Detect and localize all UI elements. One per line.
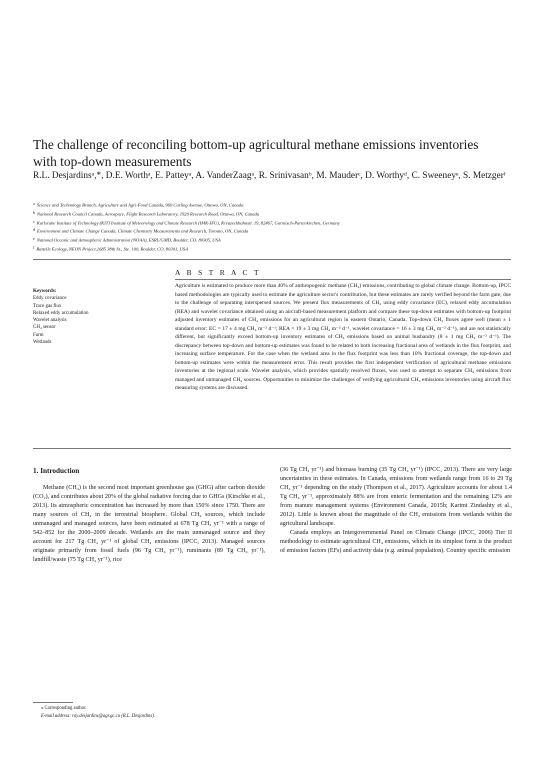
affiliation-text: National Oceanic and Atmospheric Administration (NOAA), ESRL/GMD, Boulder, CO, 80305, USA [36,237,221,243]
affiliation-item [33,244,513,253]
affiliation-letter: e [33,236,35,242]
body-paragraph: Canada employs an Intergovernmental Panel on Climate Change (IPCC, 2006) Tier II methodology to estimate agricultural CH₄ emissions, which in its simplest form is the product of emission factors (EFs) and activity data (e.g. animal population). Country specific emission [280,530,512,554]
author-list: R.L. Desjardinsᵃ,*, D.E. Worthᵃ, E. Patteyᵃ, A. VanderZaagᵃ, R. Srinivasanᵇ, M. Mauderᶜ, D. Worthyᵈ, C. Sweeneyᵉ, S. Metzgerᶠ [33,171,506,181]
affiliation-text: Karlsruhe Institute of Technology (KIT) Institute of Meteorology and Climate Research (IMK-IFU), Kreuzeckbahnstr. 19, 82467, Garmisch-Partenkirchen, Germany [36,220,340,226]
keywords-heading: Keywords: [33,289,57,294]
affiliation-item [33,235,513,244]
affiliation-letter: b [33,209,35,215]
affiliation-letter: f [33,244,35,250]
affiliation-letter: d [33,227,35,233]
footnote-email: E-mail address: ray.desjardins@agr.gc.ca (R.L. Desjardins). [41,713,155,719]
keyword-item: Trace gas flux [33,303,62,309]
affiliation-text: Battelle Ecology, NEON Project,1685 38th St., Ste. 100, Boulder, CO, 80301, USA [36,246,189,252]
keyword-item: Farm [33,332,44,338]
keyword-item: Relaxed eddy accumulation [33,310,89,316]
affiliation-letter: c [33,218,35,224]
body-paragraph: Methane (CH₄) is the second most important greenhouse gas (GHG) after carbon dioxide (CO₂), and contributes about 20% of the global radiative forcing due to GHGs (Kirschke et al., 2013). Its atmospheric concentration has increased by more than 150% since 1750. There are many sources of CH₄ in the terrestrial biosphere. Global CH₄ sources, which include unmanaged and managed sources, have been estimated at 678 Tg CH₄ yr⁻¹ with a range of 542–852 for the 2000–2009 decade. Wetlands are the main unmanaged source and they account for 217 Tg CH₄ yr⁻¹ of global CH₄ emissions (IPCC, 2013). Managed sources originate primarily from fossil fuels (96 Tg CH₄ yr⁻¹), ruminants (89 Tg CH₄ yr⁻¹), landfill/waste (75 Tg CH₄ yr⁻¹), rice [33,485,265,563]
affiliation-list [33,200,513,253]
keyword-item: Wetlands [33,339,52,345]
section-heading-introduction: 1. Introduction [33,467,80,475]
footnotes [33,705,333,720]
affiliation-item [33,226,513,235]
affiliation-text: Environment and Climate Change Canada, Climate Chemistry Measurements and Research, Toronto, ON, Canada [37,228,249,234]
affiliation-item [33,209,513,218]
affiliation-letter: a [33,201,35,206]
keyword-item: CH₄ sensor [33,325,56,331]
body-paragraph: (36 Tg CH₄ yr⁻¹) and biomass burning (35 Tg CH₄ yr⁻¹) (IPCC, 2013). There are very large uncertainties in these estimates. In Canada, emissions from wetlands range from 16 to 29 Tg CH₄ yr⁻¹ depending on the study (Thompson et al., 2017). Agriculture accounts for about 1.4 Tg CH₄ yr⁻¹, approximately 88% are from enteric fermentation and the remaining 12% are from manure management systems (Environment Canada, 2015b; Karimi Zindashty et al., 2012). Little is known about the magnitude of the CH₄ emissions from wetlands within the agricultural landscape. [280,467,512,527]
abstract-end-divider [33,448,511,449]
keyword-item: Wavelet analysis [33,318,67,323]
keywords-block [33,288,153,346]
affiliation-text: Science and Technology Branch, Agriculture and Agri-Food Canada, 960 Carling Avenue, Ottawa, ON, Canada [36,202,244,208]
affiliation-item [33,218,513,227]
keyword-item: Eddy covariance [33,296,67,302]
affiliation-item [33,200,513,209]
abstract-text: Agriculture is estimated to produce more than 40% of anthropogenic methane (CH₄) emissions, contributing to global climate change. Bottom-up, IPCC based methodologies are typically used to estimate the agriculture sector's contribution, but these estimates are rarely verified beyond the farm gate, due to the challenge of separating interspersed sources. We present flux measurements of CH₄ using eddy covariance (EC), relaxed eddy accumulation (REA) and wavelet covariance obtained using an aircraft-based measurement platform and compare these top-down estimates with bottom-up footprint adjusted inventory estimates of CH₄ emissions for an agricultural region in eastern Ontario, Canada. Top-down CH₄ fluxes agree well (mean ± 1 standard error: EC = 17 ± 4 mg CH₄ m⁻² d⁻¹; REA = 19 ± 3 mg CH₄ m⁻² d⁻¹, wavelet covariance = 16 ± 3 mg CH₄ m⁻² d⁻¹), and are not statistically different, but significantly exceed bottom-up inventory estimates of CH₄ emissions based on animal husbandry (8 ± 1 mg CH₄ m⁻² d⁻¹). The discrepancy between top-down and bottom-up estimates was found to be related to both increasing fractional area of wetlands in the flux footprint, and increasing surface temperature. For the case when the wetland area in the flux footprint was less than 10% fractional coverage, the top-down and bottom-up estimates were within the measurement error. This result provides the first independent verification of agricultural methane emissions inventories at the regional scale. Wavelet analysis, which provides spatially resolved fluxes, was used to attempt to separate CH₄ emissions from managed and unmanaged CH₄ sources. Opportunities to minimize the challenges of verifying agricultural CH₄ emissions inventories using aircraft flux measuring systems are discussed. [175,283,511,391]
footnote-corresponding-author: ⁎ Corresponding author. [41,706,87,711]
header-divider [33,259,511,260]
abstract-divider [175,279,511,280]
body-column-left [33,484,265,565]
footnote-divider [33,702,73,703]
abstract-heading: A B S T R A C T [175,268,261,277]
body-column-right [280,466,512,556]
affiliation-text: National Research Council Canada, Aerospace, Flight Research Laboratory, 1920 Research Road, Ottawa, ON, Canada [37,211,260,217]
article-title: The challenge of reconciling bottom-up agricultural methane emissions inventories with top-down measurements [33,137,479,169]
